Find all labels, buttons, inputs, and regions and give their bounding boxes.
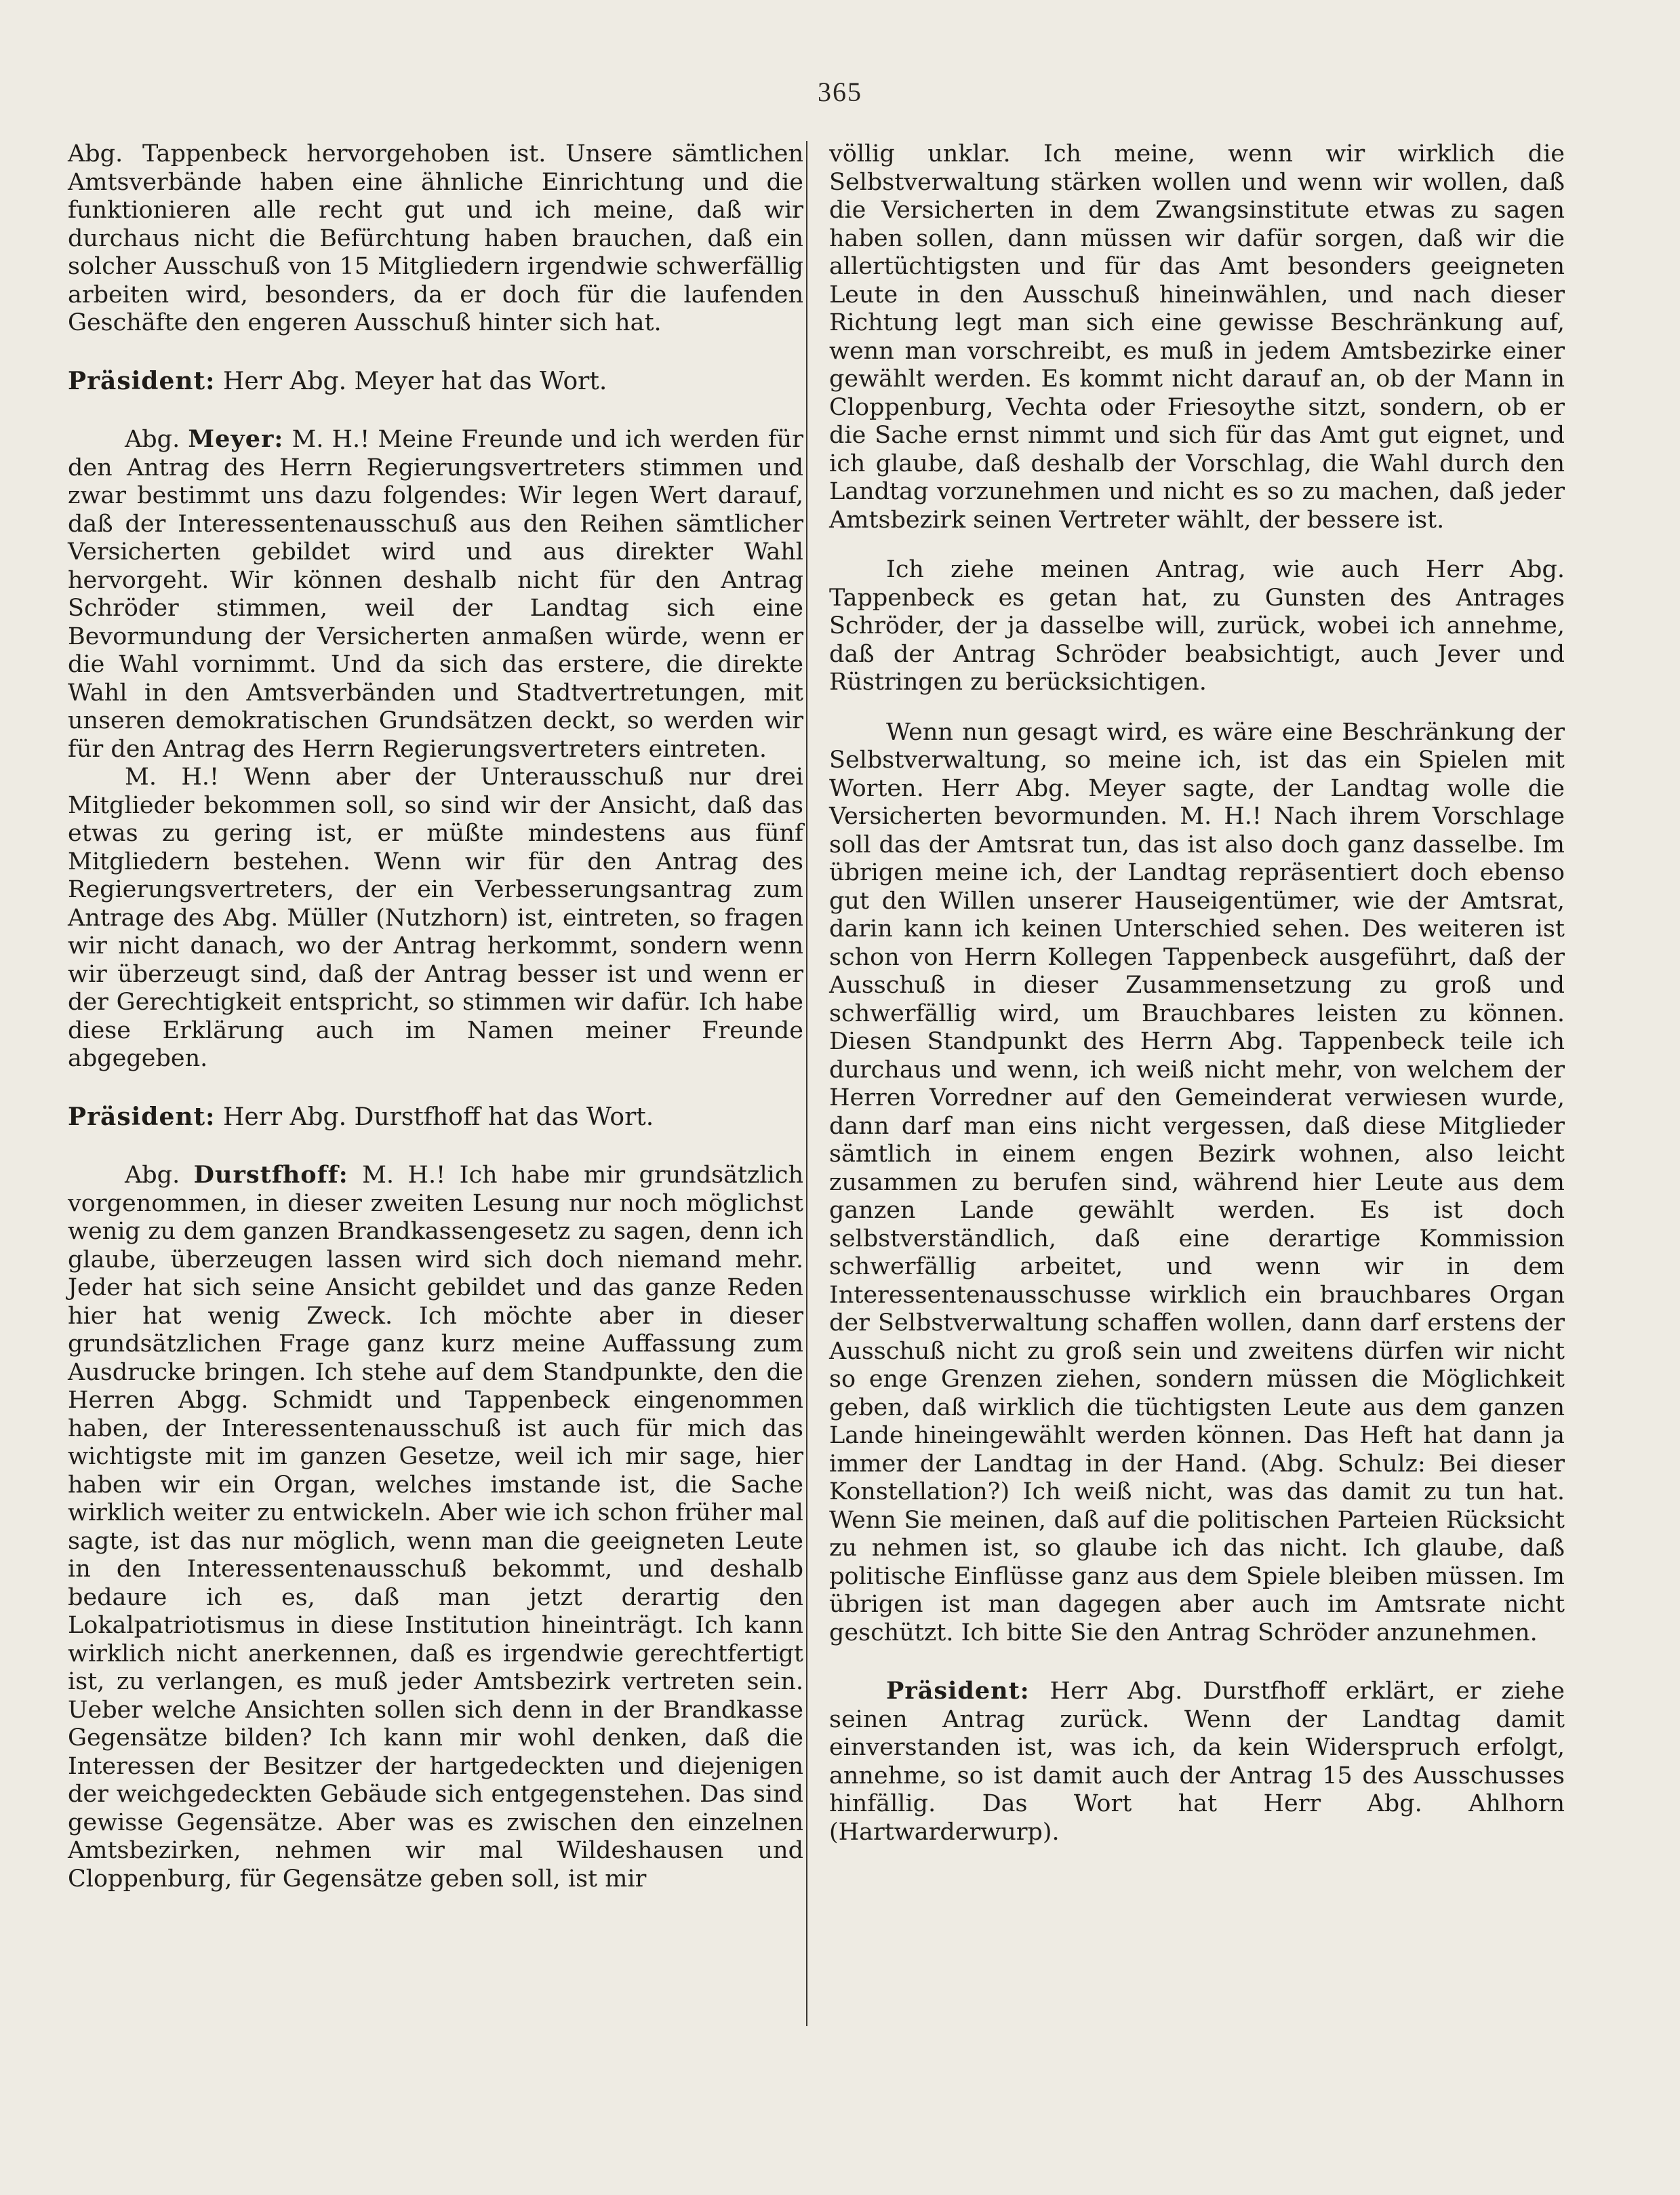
speaker-name: Durstfhoff: (193, 1161, 348, 1189)
speech-text: M. H.! Meine Freunde und ich werden für den Antrag des Herrn Regierungsvertreters stimmen und zwar bestimmt uns dazu folgendes: Wir legen Wert darauf, daß der Interessentenausschuß aus den Reihen sämtlicher Versicherten gebildet wird und aus direkter Wahl hervorgeht. Wir können deshalb nicht für den Antrag Schröder stimmen, weil der Landtag sich eine Bevormundung der Versicherten anmaßen würde, wenn er die Wahl vornimmt. Und da sich das erstere, die direkte Wahl in den Amtsverbänden und Stadtvertretungen, mit unseren demokratischen Grundsätzen deckt, so werden wir für den Antrag des Herrn Regierungsvertreters eintreten. (68, 426, 803, 763)
speech-meyer (68, 425, 803, 764)
president-remark (829, 1677, 1565, 1846)
remark-text: Herr Abg. Durstfhoff erklärt, er ziehe seinen Antrag zurück. Wenn der Landtag damit einverstanden ist, was ich, da kein Widerspruch erfolgt, annehme, so ist damit auch der Antrag 15 des Ausschusses hinfällig. Das Wort hat Herr Abg. Ahlhorn (Hartwarderwurp). (829, 1678, 1565, 1846)
president-remark (68, 368, 803, 396)
paragraph: Abg. Tappenbeck hervorgehoben ist. Unsere sämtlichen Amtsverbände haben eine ähnliche Einrichtung und die funktionieren alle recht gut und ich meine, daß wir durchaus nicht die Befürchtung haben brauchen, daß ein solcher Ausschuß von 15 Mitgliedern irgendwie schwerfällig arbeiten wird, besonders, da er doch für die laufenden Geschäfte den engeren Ausschuß hinter sich hat. (68, 140, 803, 336)
left-column (68, 140, 803, 1893)
speech-durstfhoff (68, 1161, 803, 1893)
paragraph: völlig unklar. Ich meine, wenn wir wirklich die Selbstverwaltung stärken wollen und wenn wir wollen, daß die Versicherten in dem Zwangsinstitute etwas zu sagen haben sollen, dann müssen wir dafür sorgen, daß wir die allertüchtigsten und für das Amt besonders geeigneten Leute in den Ausschuß hineinwählen, und nach dieser Richtung legt man sich eine gewisse Beschränkung auf, wenn man vorschreibt, es muß in jedem Amtsbezirke einer gewählt werden. Es kommt nicht darauf an, ob der Mann in Cloppenburg, Vechta oder Friesoythe sitzt, sondern, ob er die Sache ernst nimmt und sich für das Amt gut eignet, und ich glaube, daß deshalb der Vorschlag, die Wahl durch den Landtag vorzunehmen und nicht es so zu machen, daß jeder Amtsbezirk seinen Vertreter wählt, der bessere ist. (829, 140, 1565, 534)
speech-prefix: Abg. (125, 1162, 180, 1189)
paragraph: Wenn nun gesagt wird, es wäre eine Beschränkung der Selbstverwaltung, so meine ich, ist das ein Spielen mit Worten. Herr Abg. Meyer sagte, der Landtag wolle die Versicherten bevormunden. M. H.! Nach ihrem Vorschlage soll das der Amtsrat tun, das ist also doch ganz dasselbe. Im übrigen meine ich, der Landtag repräsentiert doch ebenso gut den Willen unserer Hauseigentümer, wie der Amtsrat, darin kann ich keinen Unterschied sehen. Des weiteren ist schon von Herrn Kollegen Tappenbeck ausgeführt, daß der Ausschuß in dieser Zusammensetzung zu groß und schwerfällig wird, um Brauchbares leisten zu können. Diesen Standpunkt des Herrn Abg. Tappenbeck teile ich durchaus und wenn, ich weiß nicht mehr, von welchem der Herren Vorredner auf den Gemeinderat verwiesen wurde, dann darf man eins nicht vergessen, daß diese Mitglieder sämtlich in einem engen Bezirk wohnen, also leicht zusammen zu berufen sind, während hier Leute aus dem ganzen Lande gewählt werden. Es ist doch selbstverständlich, daß eine derartige Kommission schwerfällig arbeitet, und wenn wir in dem Interessentenausschusse wirklich ein brauchbares Organ der Selbstverwaltung schaffen wollen, dann darf erstens der Ausschuß nicht zu groß sein und zweitens dürfen wir nicht so enge Grenzen ziehen, sondern müssen die Möglichkeit geben, daß wirklich die tüchtigsten Leute aus dem ganzen Lande hineingewählt werden können. Das Heft hat dann ja immer der Landtag in der Hand. (Abg. Schulz: Bei dieser Konstellation?) Ich weiß nicht, was das damit zu tun hat. Wenn Sie meinen, daß auf die politischen Parteien Rücksicht zu nehmen ist, so glaube ich das nicht. Ich glaube, daß politische Einflüsse ganz aus dem Spiele bleiben müssen. Im übrigen ist man dagegen aber auch im Amtsrate nicht geschützt. Ich bitte Sie den Antrag Schröder anzunehmen. (829, 718, 1565, 1646)
page-number: 365 (818, 77, 862, 107)
right-column (829, 140, 1565, 1846)
speaker-name: Präsident: (68, 366, 216, 395)
paragraph: M. H.! Wenn aber der Unterausschuß nur drei Mitglieder bekommen soll, so sind wir der Ansicht, daß das etwas zu gering ist, er müßte mindestens aus fünf Mitgliedern bestehen. Wenn wir für den Antrag des Regierungsvertreters, der ein Verbesserungsantrag zum Antrage des Abg. Müller (Nutzhorn) ist, eintreten, so fragen wir nicht danach, wo der Antrag herkommt, sondern wenn wir überzeugt sind, daß der Antrag besser ist und wenn er der Gerechtigkeit entspricht, so stimmen wir dafür. Ich habe diese Erklärung auch im Namen meiner Freunde abgegeben. (68, 764, 803, 1072)
speaker-name: Meyer: (188, 425, 284, 453)
speaker-name: Präsident: (886, 1677, 1030, 1705)
paragraph: Ich ziehe meinen Antrag, wie auch Herr Abg. Tappenbeck es getan hat, zu Gunsten des Antrages Schröder, der ja dasselbe will, zurück, wobei ich annehme, daß der Antrag Schröder beabsichtigt, auch Jever und Rüstringen zu berücksichtigen. (829, 556, 1565, 696)
speech-text: M. H.! Ich habe mir grundsätzlich vorgenommen, in dieser zweiten Lesung nur noch möglichst wenig zu dem ganzen Brandkassengesetz zu sagen, denn ich glaube, überzeugen lassen wird sich doch niemand mehr. Jeder hat sich seine Ansicht gebildet und das ganze Reden hier hat wenig Zweck. Ich möchte aber in dieser grundsätzlichen Frage ganz kurz meine Auffassung zum Ausdrucke bringen. Ich stehe auf dem Standpunkte, den die Herren Abgg. Schmidt und Tappenbeck eingenommen haben, der Interessentenausschuß ist auch für mich das wichtigste mit im ganzen Gesetze, weil ich mir sage, hier haben wir ein Organ, welches imstande ist, die Sache wirklich weiter zu entwickeln. Aber wie ich schon früher mal sagte, ist das nur möglich, wenn man die geeigneten Leute in den Interessentenausschuß bekommt, und deshalb bedaure ich es, daß man jetzt derartig den Lokalpatriotismus in diese Institution hineinträgt. Ich kann wirklich nicht anerkennen, daß es irgendwie gerechtfertigt ist, zu verlangen, es muß jeder Amtsbezirk vertreten sein. Ueber welche Ansichten sollen sich denn in der Brandkasse Gegensätze bilden? Ich kann mir wohl denken, daß die Interessen der Besitzer der hartgedeckten und diejenigen der weichgedeckten Gebäude sich entgegenstehen. Das sind gewisse Gegensätze. Aber was es zwischen den einzelnen Amtsbezirken, nehmen wir mal Wildeshausen und Cloppenburg, für Gegensätze geben soll, ist mir (68, 1162, 803, 1893)
president-remark (68, 1103, 803, 1132)
remark-text: Herr Abg. Meyer hat das Wort. (222, 367, 607, 395)
speaker-name: Präsident: (68, 1102, 216, 1131)
speech-prefix: Abg. (125, 426, 180, 453)
remark-text: Herr Abg. Durstfhoff hat das Wort. (222, 1103, 654, 1131)
column-divider (806, 141, 807, 2026)
